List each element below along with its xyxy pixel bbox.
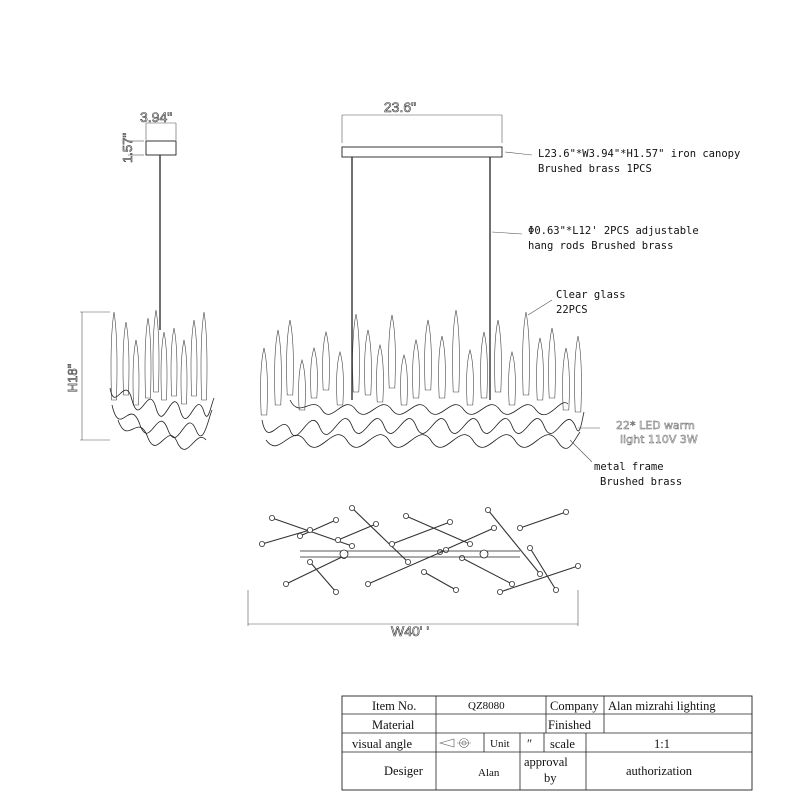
top-view: [248, 505, 581, 639]
bulb-end: [405, 559, 410, 564]
title-block: [342, 696, 752, 790]
rods-note-line2: hang rods Brushed brass: [528, 240, 674, 252]
glass-tube: [161, 332, 167, 400]
glass-note-line2: 22PCS: [556, 304, 588, 316]
canopy-note-line2: Brushed brass 1PCS: [538, 163, 652, 175]
glass-tube: [365, 330, 372, 395]
frame-arm: [520, 512, 566, 528]
glass-tube: [153, 310, 159, 392]
bulb-end: [283, 581, 288, 586]
visual-angle-label: visual angle: [352, 737, 413, 751]
bulb-end: [307, 559, 312, 564]
frame-arm: [352, 508, 408, 562]
frame-arm: [500, 566, 578, 592]
bulb-end: [485, 507, 490, 512]
bulb-end: [389, 541, 394, 546]
frame-arm: [530, 548, 556, 590]
glass-tube: [171, 328, 177, 396]
frame-arm: [368, 550, 446, 584]
glass-tube: [389, 315, 396, 388]
glass-tube: [563, 348, 570, 410]
frame-arm: [462, 558, 512, 584]
glass-tube: [287, 320, 294, 395]
glass-tube: [181, 340, 187, 404]
bulb-end: [517, 525, 522, 530]
glass-tube: [145, 318, 151, 398]
bulb-end: [421, 569, 426, 574]
bulb-end: [349, 543, 354, 548]
bulb-end: [459, 555, 464, 560]
side-view: [65, 109, 214, 449]
finished-label: Finished: [548, 718, 592, 732]
bulb-end: [467, 541, 472, 546]
front-metal-frame: [262, 400, 584, 448]
company-value: Alan mizrahi lighting: [608, 699, 716, 713]
canopy-note-line1: L23.6"*W3.94"*H1.57" iron canopy: [538, 148, 741, 160]
bulb-end: [443, 547, 448, 552]
bulb-end: [509, 581, 514, 586]
frame-arm: [392, 522, 450, 544]
bulb-end: [335, 537, 340, 542]
glass-tube: [353, 314, 360, 392]
projection-symbol-icon: [440, 739, 471, 748]
glass-tube: [425, 320, 432, 390]
material-label: Material: [372, 718, 415, 732]
glass-tube: [453, 310, 460, 392]
item-no-value: QZ8080: [468, 700, 505, 712]
frame-arm: [424, 572, 456, 590]
approval-line2: by: [544, 771, 557, 785]
canopy-height-dim: 1.57": [120, 133, 135, 163]
bulb-end: [259, 541, 264, 546]
authorization-label: authorization: [626, 764, 692, 778]
canopy-width-dim: 3.94": [140, 109, 173, 125]
glass-tube: [401, 355, 408, 405]
bulb-end: [333, 517, 338, 522]
bulb-end: [453, 587, 458, 592]
led-note-line2: light 110V 3W: [620, 433, 698, 446]
glass-tube: [261, 348, 268, 415]
side-glass-tubes: [111, 310, 207, 405]
glass-tube: [549, 328, 556, 398]
item-no-label: Item No.: [372, 699, 417, 713]
company-label: Company: [550, 699, 599, 713]
glass-tube: [467, 350, 474, 405]
top-view-arms: [259, 505, 580, 594]
glass-tube: [323, 332, 330, 390]
scale-value: 1:1: [654, 737, 670, 751]
glass-tube: [133, 340, 139, 405]
front-glass-tubes: [261, 310, 582, 415]
bulb-end: [491, 525, 496, 530]
bulb-end: [575, 563, 580, 568]
glass-tube: [523, 312, 530, 395]
bulb-end: [497, 589, 502, 594]
side-canopy: [146, 141, 176, 155]
height-dim: H18": [65, 363, 80, 393]
glass-tube: [201, 312, 207, 400]
designer-value: Alan: [478, 767, 500, 779]
designer-label: Desiger: [384, 764, 423, 778]
glass-tube: [275, 330, 282, 405]
frame-note-line2: Brushed brass: [600, 476, 683, 488]
glass-tube: [123, 322, 129, 395]
led-note-line1: 22* LED warm: [616, 419, 695, 432]
bulb-end: [349, 505, 354, 510]
rods-note-line1: Φ0.63"*L12' 2PCS adjustable: [528, 225, 699, 237]
bulb-end: [447, 519, 452, 524]
glass-tube: [377, 345, 384, 402]
unit-label: Unit: [490, 738, 510, 750]
frame-arm: [338, 524, 376, 540]
overall-length-dim: 23.6": [383, 99, 417, 115]
bulb-end: [365, 581, 370, 586]
frame-note-line1: metal frame: [594, 461, 664, 473]
bulb-end: [537, 571, 542, 576]
bulb-end: [403, 513, 408, 518]
glass-tube: [481, 332, 488, 398]
frame-arm: [488, 510, 540, 574]
glass-tube: [311, 348, 318, 398]
width-dim: W40' ': [390, 623, 430, 639]
frame-arm: [406, 516, 470, 544]
glass-tube: [575, 336, 582, 412]
glass-tube: [111, 312, 117, 400]
bulb-end: [563, 509, 568, 514]
approval-line1: approval: [524, 755, 568, 769]
glass-tube: [337, 352, 344, 405]
scale-label: scale: [550, 737, 575, 751]
bulb-end: [373, 521, 378, 526]
glass-tube: [537, 338, 544, 400]
unit-value: ″: [527, 737, 533, 751]
frame-arm: [286, 556, 344, 584]
glass-tube: [439, 336, 446, 398]
glass-note-line1: Clear glass: [556, 289, 626, 301]
bulb-end: [553, 587, 558, 592]
glass-tube: [299, 360, 306, 410]
glass-tube: [191, 320, 197, 396]
bulb-end: [527, 545, 532, 550]
bulb-end: [333, 589, 338, 594]
bulb-end: [297, 533, 302, 538]
glass-tube: [413, 340, 420, 398]
glass-tube: [495, 320, 502, 392]
front-canopy: [342, 147, 502, 157]
glass-tube: [509, 352, 516, 405]
bulb-end: [269, 515, 274, 520]
bulb-end: [307, 527, 312, 532]
